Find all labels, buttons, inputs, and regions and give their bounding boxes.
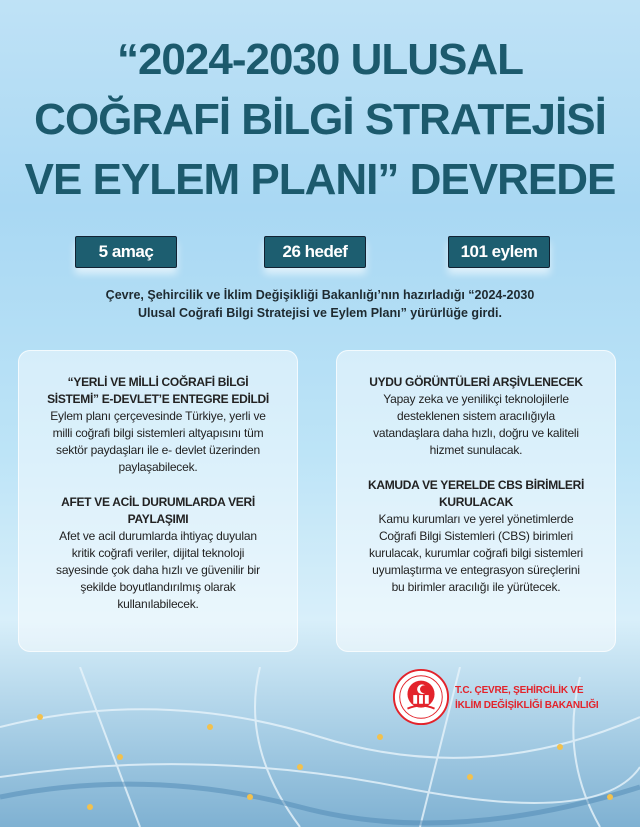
badge-label: 101 eylem bbox=[460, 242, 538, 261]
section-body: Eylem planı çerçevesinde Türkiye, yerli ve milli coğrafi bilgi sistemleri altyapısını tüm sektör paydaşları ile e- devlet üzerinden paylaşabilecek. bbox=[50, 409, 266, 474]
title-line: VE EYLEM PLANI” DEVREDE bbox=[24, 155, 616, 204]
badge-label: 26 hedef bbox=[282, 242, 348, 261]
badge-label: 5 amaç bbox=[98, 242, 154, 261]
section-heading: KAMUDA VE YERELDE CBS BİRİMLERİ KURULACAK bbox=[367, 478, 585, 509]
intro-text bbox=[20, 286, 620, 322]
section-heading: “YERLİ VE MİLLİ COĞRAFİ BİLGİ SİSTEMİ” E-DEVLET’E ENTEGRE EDİLDİ bbox=[47, 375, 269, 406]
ministry-name bbox=[455, 683, 635, 713]
intro-line: Ulusal Coğrafi Bilgi Stratejisi ve Eylem Planı” yürürlüğe girdi. bbox=[138, 306, 502, 320]
ministry-logo-icon bbox=[392, 668, 450, 726]
badge-goals bbox=[75, 236, 177, 268]
intro-line: Çevre, Şehircilik ve İklim Değişikliği Bakanlığı’nın hazırladığı “2024-2030 bbox=[105, 288, 535, 302]
section-heading: AFET VE ACİL DURUMLARDA VERİ PAYLAŞIMI bbox=[61, 495, 255, 526]
info-card-left bbox=[18, 350, 298, 652]
section-heading: UYDU GÖRÜNTÜLERİ ARŞİVLENECEK bbox=[369, 375, 583, 389]
title-line: “2024-2030 ULUSAL bbox=[116, 35, 524, 84]
section-body: Yapay zeka ve yenilikçi teknolojilerle desteklenen sistem aracılığıyla vatandaşlara daha hızlı, doğru ve kaliteli hizmet sunulacak. bbox=[373, 392, 579, 457]
section-body: Afet ve acil durumlarda ihtiyaç duyulan kritik coğrafi veriler, dijital teknoloji sayesinde çok daha hızlı ve güvenilir bir şekilde boyutlandırılmış olarak kullanılabilecek. bbox=[56, 529, 260, 611]
section-body: Kamu kurumları ve yerel yönetimlerde Coğrafi Bilgi Sistemleri (CBS) birimleri kurulacak, kurumlar coğrafi bilgi sistemleri uyumlaştırma ve entegrasyon süreçlerini bu birimler aracılığı ile yürütecek. bbox=[369, 512, 583, 594]
page-title bbox=[20, 30, 620, 210]
badge-actions bbox=[448, 236, 550, 268]
ministry-name-line: T.C. ÇEVRE, ŞEHİRCİLİK VE bbox=[455, 685, 584, 696]
badge-targets bbox=[264, 236, 366, 268]
info-card-right bbox=[336, 350, 616, 652]
ministry-name-line: İKLİM DEĞİŞİKLİĞİ BAKANLIĞI bbox=[455, 700, 599, 711]
title-line: COĞRAFİ BİLGİ STRATEJİSİ bbox=[34, 95, 606, 144]
